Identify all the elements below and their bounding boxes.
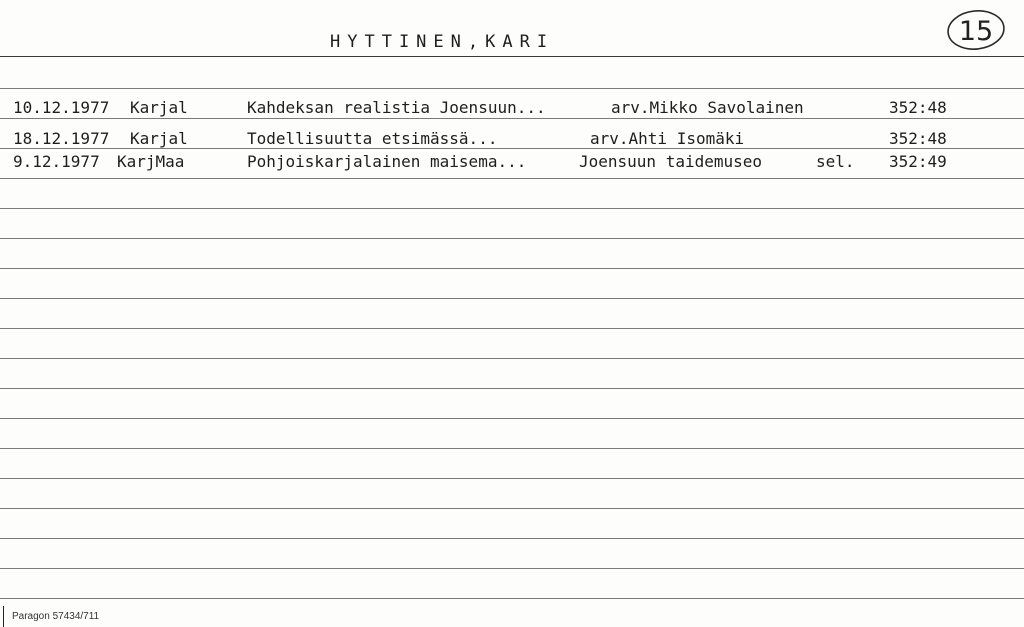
entry-author: arv.Mikko Savolainen <box>611 98 804 117</box>
ruled-line <box>0 448 1024 449</box>
entry-source: Karjal <box>130 98 188 117</box>
entry-date: 18.12.1977 <box>13 129 110 148</box>
ruled-line <box>0 118 1024 119</box>
ruled-line <box>0 298 1024 299</box>
entry-code: 352:49 <box>889 152 947 171</box>
ruled-line <box>0 358 1024 359</box>
ruled-line <box>0 388 1024 389</box>
entry-code: 352:48 <box>889 98 947 117</box>
ruled-line <box>0 328 1024 329</box>
entry-date: 9.12.1977 <box>13 152 100 171</box>
entry-date: 10.12.1977 <box>13 98 110 117</box>
circled-number-icon <box>944 6 1008 52</box>
header-rule <box>0 56 1024 57</box>
ruled-line <box>0 568 1024 569</box>
ruled-line <box>0 418 1024 419</box>
ruled-line <box>0 598 1024 599</box>
entry-code: 352:48 <box>889 129 947 148</box>
entry-author: arv.Ahti Isomäki <box>590 129 745 148</box>
entry-title: Pohjoiskarjalainen maisema... <box>247 152 527 171</box>
ruled-line <box>0 238 1024 239</box>
entry-source: KarjMaa <box>117 152 185 171</box>
ruled-line <box>0 268 1024 269</box>
ruled-line <box>0 148 1024 149</box>
footer-edge-mark <box>3 606 4 627</box>
card-number: 15 <box>958 16 994 47</box>
ruled-line <box>0 208 1024 209</box>
card-title: HYTTINEN,KARI <box>330 32 555 52</box>
ruled-line <box>0 538 1024 539</box>
entry-title: Kahdeksan realistia Joensuun... <box>247 98 546 117</box>
ruled-line <box>0 88 1024 89</box>
entry-extra: sel. <box>816 152 855 171</box>
entry-title: Todellisuutta etsimässä... <box>247 129 498 148</box>
ruled-line <box>0 478 1024 479</box>
card-number-circle <box>944 6 1008 52</box>
footer-label: Paragon 57434/711 <box>12 611 100 622</box>
entry-author: Joensuun taidemuseo <box>579 152 763 171</box>
ruled-line <box>0 178 1024 179</box>
entry-source: Karjal <box>130 129 188 148</box>
ruled-line <box>0 508 1024 509</box>
